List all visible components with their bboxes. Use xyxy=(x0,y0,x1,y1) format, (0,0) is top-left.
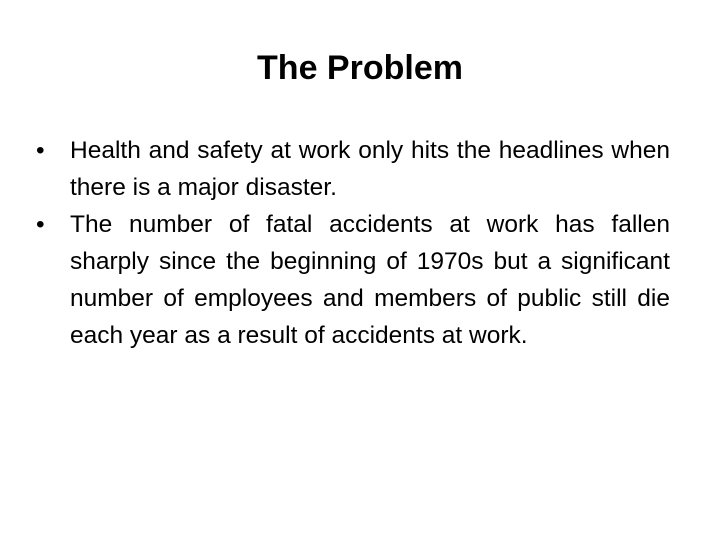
bullet-item xyxy=(36,206,670,354)
bullet-dot-icon: • xyxy=(36,211,45,238)
bullet-list xyxy=(36,132,670,354)
bullet-item xyxy=(36,132,670,206)
bullet-text: Health and safety at work only hits the headlines when there is a major disaster. xyxy=(70,137,670,201)
bullet-dot-icon: • xyxy=(36,137,45,164)
bullet-text: The number of fatal accidents at work has fallen sharply since the beginning of 1970s but a significant number of employees and members of public still die each year as a result of accidents at work. xyxy=(70,211,670,349)
slide-title: The Problem xyxy=(257,49,463,87)
